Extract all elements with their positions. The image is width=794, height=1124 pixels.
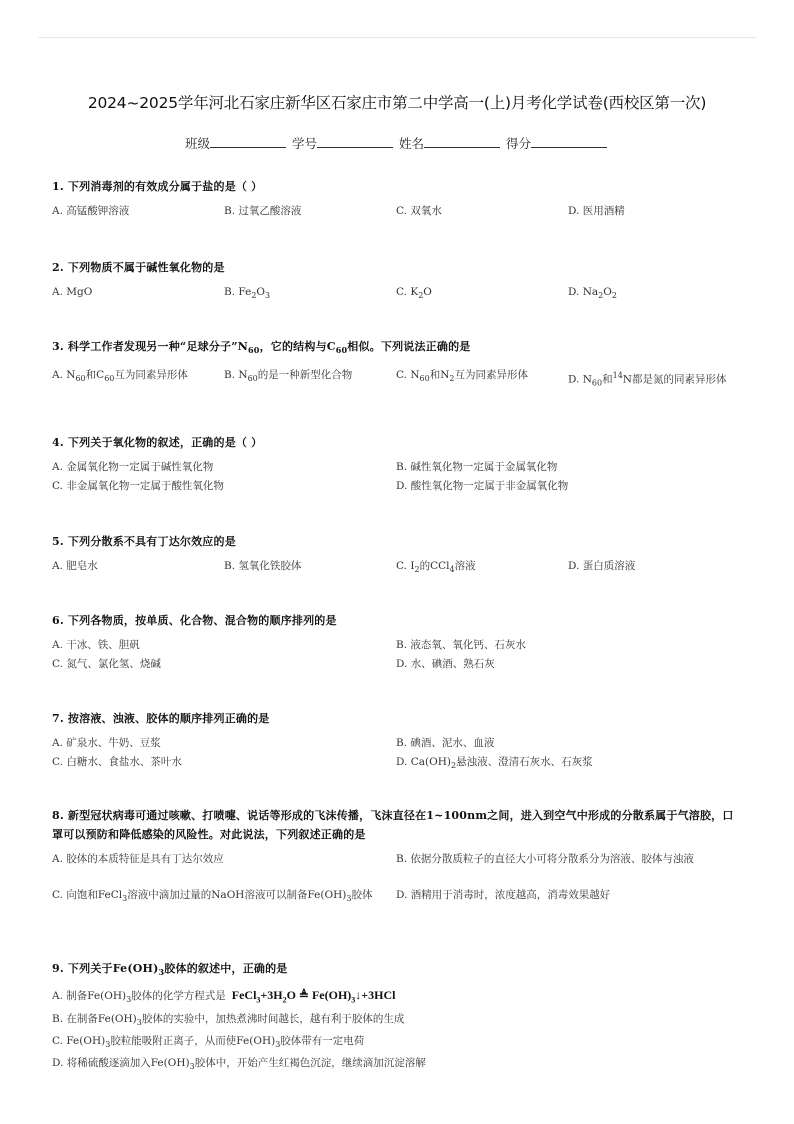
option-b[interactable]: B. 碱性氧化物一定属于金属氧化物 [396, 461, 558, 473]
question-1 [52, 177, 742, 221]
option-b[interactable]: B. $N_{60}$的是一种新型化合物 [224, 369, 353, 384]
score-blank[interactable] [531, 135, 607, 148]
options [52, 203, 742, 221]
option-d[interactable]: D. 蛋白质溶液 [568, 560, 636, 572]
question-stem: 2. 下列物质不属于碱性氧化物的是 [52, 261, 225, 274]
option-a[interactable]: A. 胶体的本质特征是具有丁达尔效应 [52, 853, 224, 865]
options [52, 851, 742, 923]
option-a[interactable]: A. 干冰、铁、胆矾 [52, 639, 140, 651]
option-a[interactable]: A. 高锰酸钾溶液 [52, 205, 130, 217]
option-d[interactable]: D. $Na_2O_2$ [568, 286, 617, 301]
option-a[interactable]: A. 肥皂水 [52, 560, 98, 572]
chemical-equation: $FeCl_3+3H_2O$ ≜ $Fe(OH)_3↓+3HCl$ [231, 988, 396, 1005]
options [52, 558, 742, 576]
options [52, 284, 742, 302]
option-c[interactable]: C. 双氧水 [396, 205, 442, 217]
question-2 [52, 258, 742, 302]
option-d[interactable]: D. 水、碘酒、熟石灰 [396, 658, 495, 670]
question-stem: 9. 下列关于$Fe(OH)_3$胶体的叙述中，正确的是 [52, 962, 288, 978]
options [52, 986, 742, 1076]
student-info-line [0, 134, 794, 152]
question-5 [52, 532, 742, 576]
option-d[interactable]: D. $Ca(OH)_2$悬浊液、澄清石灰水、石灰浆 [396, 756, 593, 771]
option-c[interactable]: C. 非金属氧化物一定属于酸性氧化物 [52, 480, 224, 492]
header-divider [38, 37, 756, 38]
question-stem: 4. 下列关于氧化物的叙述，正确的是（ ） [52, 436, 263, 449]
number-label: 学号 [291, 136, 317, 151]
option-d[interactable]: D. 酸性氧化物一定属于非金属氧化物 [396, 480, 569, 492]
option-b[interactable]: B. 在制备$Fe(OH)_3$胶体的实验中，加热煮沸时间越长，越有利于胶体的生成 [52, 1012, 405, 1027]
option-a[interactable]: A. 制备$Fe(OH)_3$胶体的化学方程式是 $FeCl_3+3H_2O$ ≜ $Fe(OH)_3↓+3HCl$ [52, 988, 396, 1005]
option-b[interactable]: B. 氢氧化铁胶体 [224, 560, 302, 572]
question-4 [52, 433, 742, 497]
option-a[interactable]: A. MgO [52, 286, 93, 298]
question-stem: 6. 下列各物质，按单质、化合物、混合物的顺序排列的是 [52, 614, 337, 627]
option-c[interactable]: C. $N_{60}$和$N_2$互为同素异形体 [396, 369, 528, 384]
option-c[interactable]: C. $Fe(OH)_3$胶粒能吸附正离子，从而使$Fe(OH)_3$胶体带有一定电荷 [52, 1034, 365, 1049]
name-blank[interactable] [424, 135, 500, 148]
option-d[interactable]: D. 酒精用于消毒时，浓度越高，消毒效果越好 [396, 889, 611, 901]
option-b[interactable]: B. 过氧乙酸溶液 [224, 205, 302, 217]
question-9 [52, 959, 742, 1076]
page-title: 2024~2025学年河北石家庄新华区石家庄市第二中学高一(上)月考化学试卷(西校区第一次) [87, 94, 707, 112]
option-c[interactable]: C. 氮气、氯化氢、烧碱 [52, 658, 161, 670]
option-d[interactable]: D. $N_{60}$和$^{14}$N都是氮的同素异形体 [568, 371, 727, 388]
name-label: 姓名 [398, 136, 424, 151]
question-stem: 5. 下列分散系不具有丁达尔效应的是 [52, 535, 236, 548]
option-d[interactable]: D. 医用酒精 [568, 205, 625, 217]
question-7 [52, 709, 742, 773]
question-6 [52, 611, 742, 675]
class-label: 班级 [184, 136, 210, 151]
question-stem: 1. 下列消毒剂的有效成分属于盐的是（ ） [52, 180, 263, 193]
options [52, 735, 742, 773]
number-blank[interactable] [317, 135, 393, 148]
option-c[interactable]: C. 白糖水、食盐水、茶叶水 [52, 756, 182, 768]
question-stem: 8. 新型冠状病毒可通过咳嗽、打喷嚏、说话等形成的飞沫传播，飞沫直径在1~100nm之间，进入到空气中形成的分散系属于气溶胶，口罩可以预防和降低感染的风险性。对此说法，下列叙述正确的是 [52, 809, 734, 841]
option-b[interactable]: B. 液态氧、氧化钙、石灰水 [396, 639, 526, 651]
option-a[interactable]: A. 金属氧化物一定属于碱性氧化物 [52, 461, 214, 473]
option-c[interactable]: C. $I_2$的CCl$_4$溶液 [396, 560, 476, 575]
option-b[interactable]: B. $Fe_2O_3$ [224, 286, 271, 301]
options [52, 637, 742, 675]
option-b[interactable]: B. 碘酒、泥水、血液 [396, 737, 495, 749]
score-label: 得分 [505, 136, 531, 151]
option-d[interactable]: D. 将稀硫酸逐滴加入$Fe(OH)_3$胶体中，开始产生红褐色沉淀，继续滴加沉淀溶解 [52, 1056, 426, 1071]
options [52, 459, 742, 497]
option-a[interactable]: A. $N_{60}$和$C_{60}$互为同素异形体 [52, 369, 188, 384]
question-8 [52, 806, 742, 923]
class-blank[interactable] [210, 135, 286, 148]
question-stem: 7. 按溶液、浊液、胶体的顺序排列正确的是 [52, 712, 270, 725]
option-c[interactable]: C. $K_2O$ [396, 286, 432, 301]
option-c[interactable]: C. 向饱和FeCl$_3$溶液中滴加过量的NaOH溶液可以制备$Fe(OH)_3$胶体 [52, 889, 373, 904]
question-stem: 3. 科学工作者发现另一种“足球分子$”N_{60}$，它的结构与$C_{60}$相似。下列说法正确的是 [52, 340, 471, 356]
option-b[interactable]: B. 依据分散质粒子的直径大小可将分散系分为溶液、胶体与浊液 [396, 853, 694, 865]
question-3 [52, 337, 742, 403]
options [52, 367, 742, 403]
option-a[interactable]: A. 矿泉水、牛奶、豆浆 [52, 737, 161, 749]
